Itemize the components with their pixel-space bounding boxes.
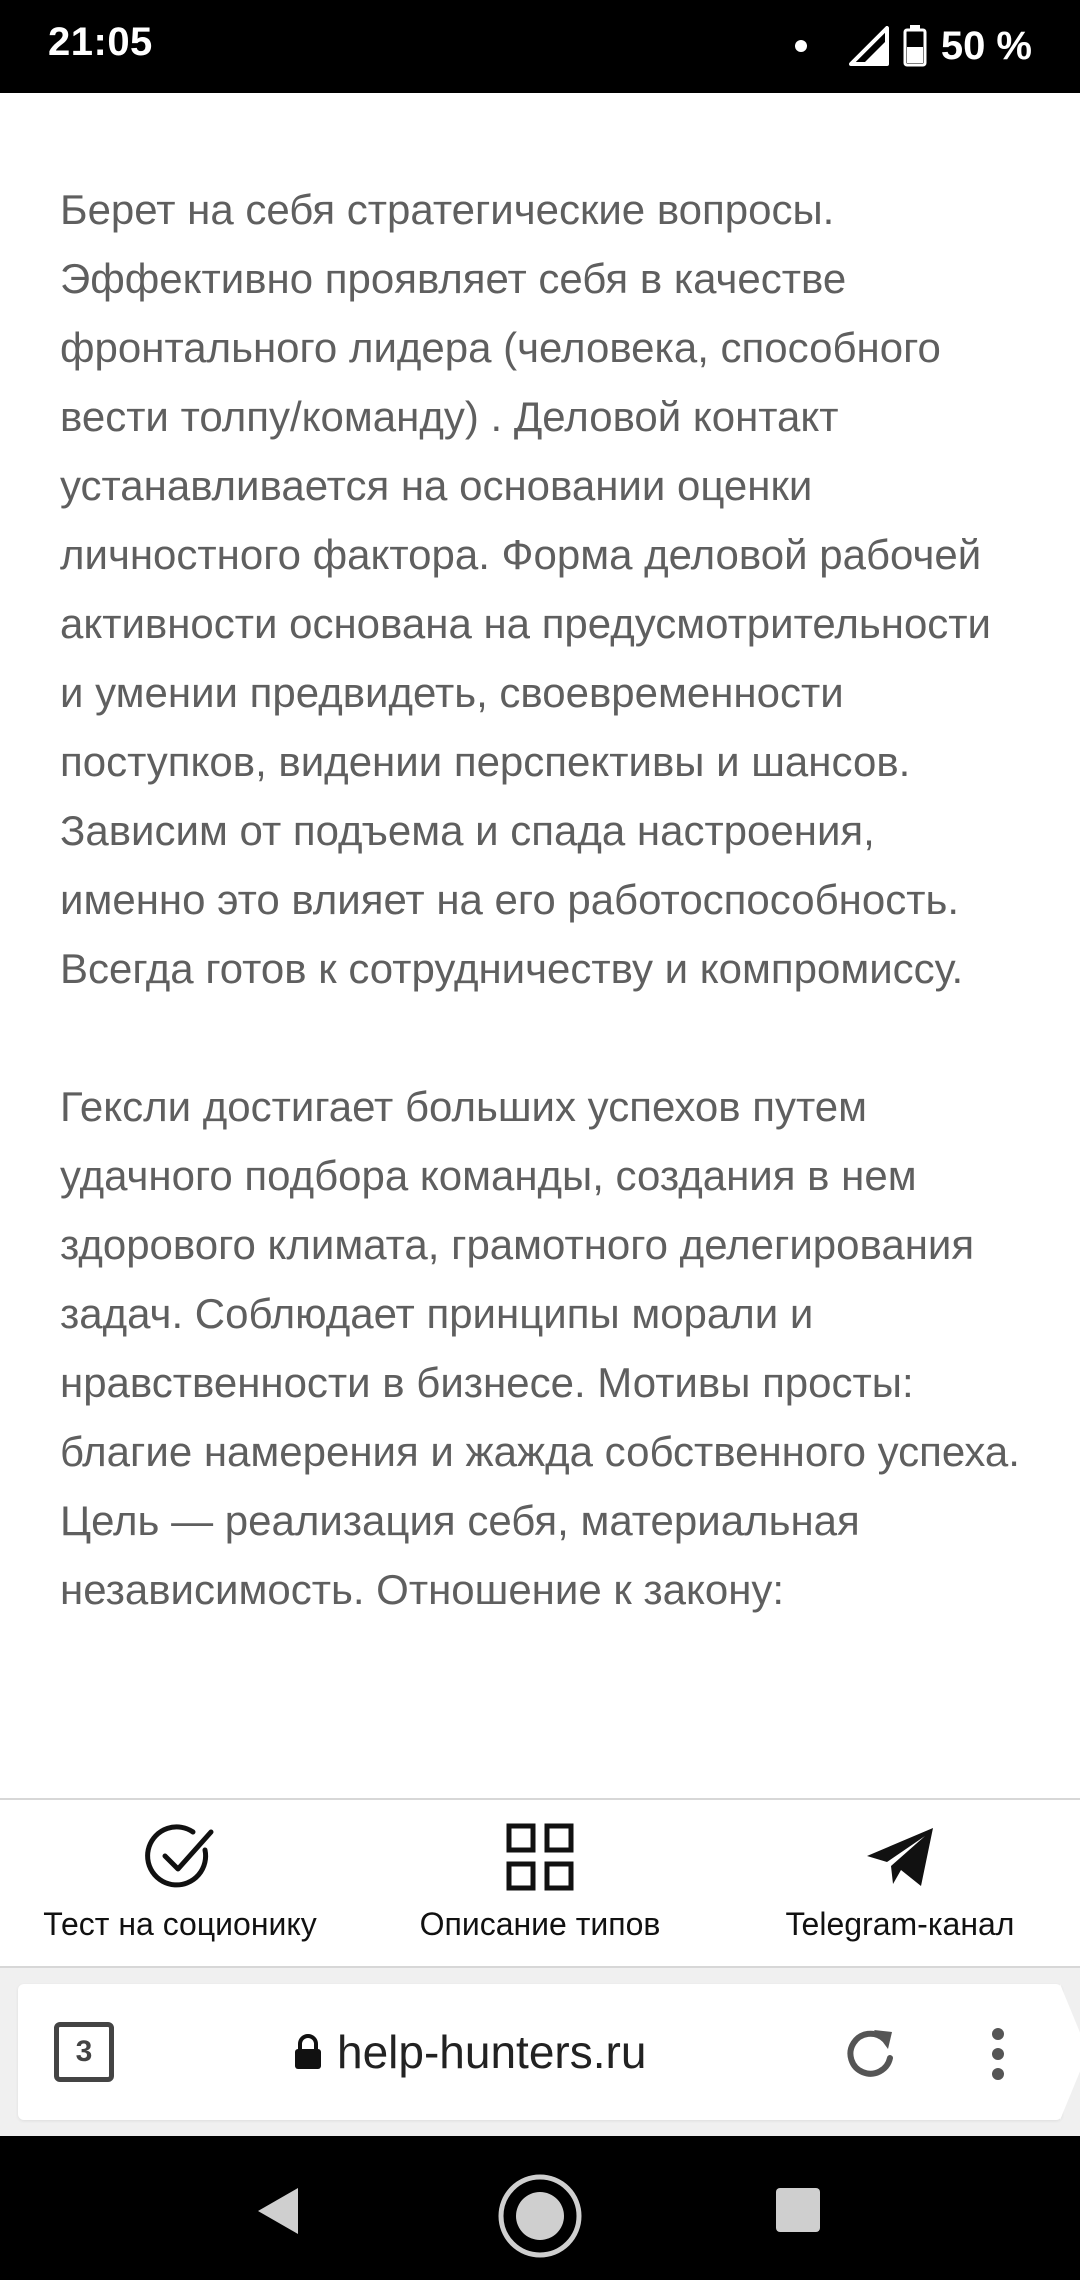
url-text: help-hunters.ru	[337, 2026, 647, 2078]
status-bar	[0, 0, 1080, 93]
address-field[interactable]	[293, 2022, 646, 2082]
signal-icon	[849, 26, 889, 66]
nav-item-socionics-test[interactable]	[0, 1800, 360, 1966]
check-circle-icon	[143, 1820, 217, 1894]
reload-icon[interactable]	[840, 2022, 904, 2086]
browser-toolbar	[0, 1968, 1080, 2136]
browser-url-bar	[18, 1984, 1062, 2120]
site-bottom-nav	[0, 1798, 1080, 1968]
battery-icon	[903, 25, 927, 67]
telegram-icon	[863, 1820, 937, 1894]
page-content[interactable]	[0, 93, 1080, 1798]
status-icons	[795, 20, 1032, 72]
notification-dot-icon	[795, 40, 807, 52]
home-icon[interactable]	[497, 2173, 583, 2259]
more-vert-icon[interactable]	[978, 2022, 1018, 2086]
nav-item-telegram-channel[interactable]	[720, 1800, 1080, 1966]
recents-icon[interactable]	[774, 2186, 822, 2234]
lock-icon	[293, 2033, 323, 2071]
nav-label: Telegram-канал	[785, 1906, 1015, 1942]
battery-percent: 50 %	[940, 23, 1032, 68]
grid-icon	[503, 1820, 577, 1894]
back-icon[interactable]	[254, 2186, 302, 2236]
tabs-icon[interactable]: 3	[54, 2022, 114, 2082]
article-paragraph: Берет на себя стратегические вопросы. Эффективно проявляет себя в качестве фронтального лидера (человека, способного вести толпу/команду) . Деловой контакт устанавливается на основании оценки личностного фактора. Форма деловой рабочей активности основана на предусмотрительности и умении предвидеть, своевременности поступков, видении перспективы и шансов. Зависим от подъема и спада настроения, именно это влияет на его работоспособность. Всегда готов к сотрудничеству и компромиссу.	[60, 186, 991, 992]
nav-item-type-descriptions[interactable]	[360, 1800, 720, 1966]
article-paragraph: Гексли достигает больших успехов путем удачного подбора команды, создания в нем здорового климата, грамотного делегирования задач. Соблюдает принципы морали и нравственности в бизнесе. Мотивы просты: благие намерения и жажда собственного успеха. Цель — реализация себя, материальная независимость. Отношение к закону:	[60, 1083, 1020, 1613]
status-time: 21:05	[48, 20, 153, 64]
nav-label: Описание типов	[419, 1906, 661, 1942]
article-body	[60, 175, 1020, 1693]
nav-label: Тест на соционику	[43, 1906, 317, 1942]
android-nav-bar	[0, 2136, 1080, 2280]
